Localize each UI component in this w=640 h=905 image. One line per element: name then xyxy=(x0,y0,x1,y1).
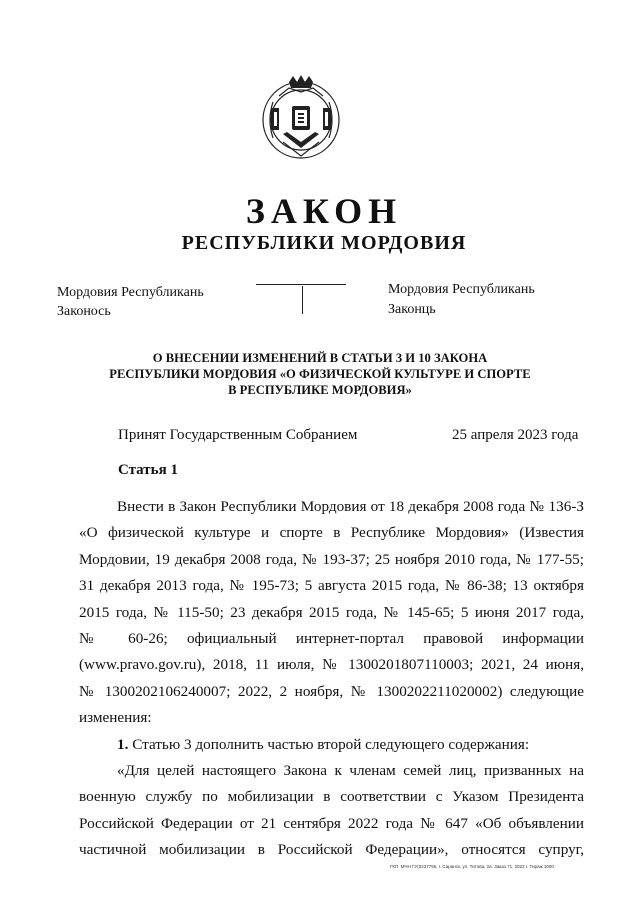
republic-subtitle: РЕСПУБЛИКИ МОРДОВИЯ xyxy=(181,232,467,254)
body-line: 2015 года, № 115-50; 23 декабря 2015 года, № 145-65; 5 июня 2017 года, xyxy=(79,603,584,621)
law-heading-line: В РЕСПУБЛИКЕ МОРДОВИЯ» xyxy=(228,383,412,397)
body-line: № 1300202106240007; 2022, 2 ноября, № 1300202211020002) следующие xyxy=(79,682,584,700)
header-divider-horizontal xyxy=(256,284,346,285)
erzya-title-block xyxy=(388,280,535,320)
body-line: № 60-26; официальный интернет-портал правовой информации xyxy=(79,630,584,648)
adopted-by: Принят Государственным Собранием xyxy=(118,427,358,443)
quote-line: военную службу по мобилизации в соответствии с Указом Президента xyxy=(79,788,584,806)
quote-line: Российской Федерации от 21 сентября 2022 года № 647 «Об объявлении xyxy=(79,814,584,832)
quote-line: частичной мобилизации в Российской Федерации», относятся супруг, xyxy=(79,841,584,859)
erzya-title-line-1: Мордовия Республикань xyxy=(388,282,535,297)
moksha-title-line-2: Законось xyxy=(57,304,111,319)
item-number: 1. xyxy=(117,735,129,753)
print-imprint: ГКП. МЧН ГУ(0237755, г. Саранск, ул. Титова, 2а. Заказ 71. 2022 г. Тираж 1000 xyxy=(390,864,554,869)
body-line: изменения: xyxy=(79,709,152,727)
law-heading xyxy=(100,350,540,398)
item-1-line xyxy=(79,732,584,758)
moksha-title-block xyxy=(57,283,204,321)
body-line: «О физической культуре и спорте в Республике Мордовия» (Известия xyxy=(79,524,584,542)
article-body xyxy=(79,494,584,864)
quote-line: «Для целей настоящего Закона к членам семей лиц, призванных на xyxy=(117,762,584,780)
body-line: 31 декабря 2013 года, № 195-73; 5 августа 2015 года, № 86-38; 13 октября xyxy=(79,577,584,595)
item-text: Статью 3 дополнить частью второй следующего содержания: xyxy=(128,735,530,753)
adoption-date: 25 апреля 2023 года xyxy=(452,427,579,443)
erzya-title-line-2: Законць xyxy=(388,302,436,317)
body-line: Внести в Закон Республики Мордовия от 18 декабря 2008 года № 136-З xyxy=(117,498,584,515)
moksha-title-line-1: Мордовия Республикань xyxy=(57,285,204,300)
header-divider-vertical xyxy=(302,286,303,314)
article-title: Статья 1 xyxy=(118,462,178,478)
law-heading-line: О ВНЕСЕНИИ ИЗМЕНЕНИЙ В СТАТЬИ 3 И 10 ЗАКОНА xyxy=(152,351,488,365)
law-title: ЗАКОН xyxy=(245,191,403,231)
body-line: (www.pravo.gov.ru), 2018, 11 июля, № 1300201807110003; 2021, 24 июня, xyxy=(79,656,584,674)
body-line: Мордовии, 19 декабря 2008 года, № 193-37; 25 ноября 2010 года, № 177-55; xyxy=(79,550,584,568)
coat-of-arms-emblem xyxy=(259,72,343,162)
law-heading-line: РЕСПУБЛИКИ МОРДОВИЯ «О ФИЗИЧЕСКОЙ КУЛЬТУРЕ И СПОРТЕ xyxy=(109,367,531,381)
